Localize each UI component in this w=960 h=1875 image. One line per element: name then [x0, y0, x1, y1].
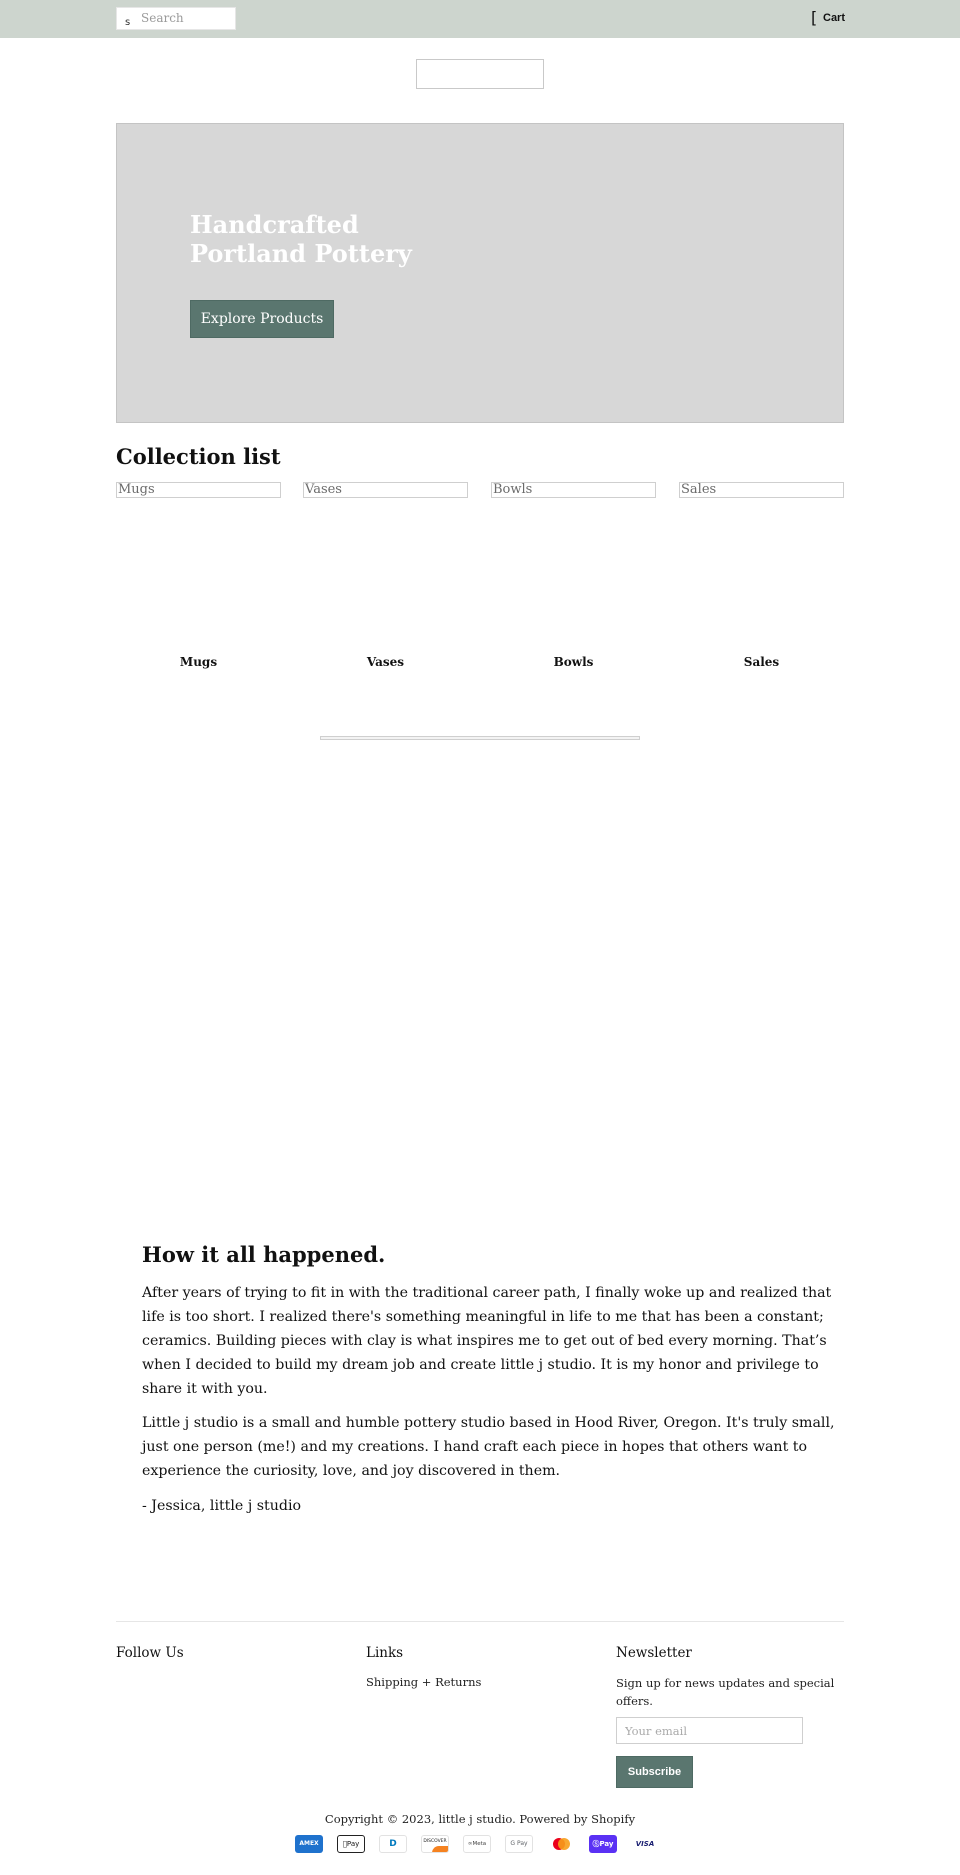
visa-icon: VISA — [631, 1835, 659, 1853]
search-placeholder[interactable]: Search — [141, 11, 184, 25]
collection-link-mugs[interactable]: Mugs — [179, 655, 218, 669]
footer-divider — [116, 1621, 844, 1622]
newsletter-email-field[interactable] — [616, 1717, 803, 1744]
follow-us-heading: Follow Us — [116, 1645, 184, 1661]
explore-products-button[interactable]: Explore Products — [190, 300, 334, 338]
about-heading: How it all happened. — [142, 1242, 386, 1267]
amex-icon: AMEX — [295, 1835, 323, 1853]
collection-link-bowls[interactable]: Bowls — [553, 655, 594, 669]
collection-link-vases[interactable]: Vases — [366, 655, 405, 669]
cart-icon[interactable]: [ — [811, 8, 818, 27]
cart-link[interactable]: Cart — [823, 12, 846, 24]
collection-image-sales[interactable]: Sales — [679, 482, 844, 498]
search-icon[interactable]: s — [125, 17, 131, 28]
diners-club-icon: D — [379, 1835, 407, 1853]
mastercard-icon — [547, 1835, 575, 1853]
newsletter-heading: Newsletter — [616, 1645, 692, 1661]
collection-image-mugs[interactable]: Mugs — [116, 482, 281, 498]
hero-title-line-1: Handcrafted — [190, 210, 359, 239]
hero-banner — [116, 123, 844, 423]
about-paragraph-1: After years of trying to fit in with the traditional career path, I finally woke up and realized that life is too short. I realized there's something meaningful in life to me that has been a constant; ceramics. Building pieces with clay is what inspires me to get out of bed every morning. That’s when I decided to build my dream job and create little j studio. It is my honor and privilege to share it with you. — [142, 1285, 832, 1397]
discover-swoosh — [432, 1846, 449, 1853]
collection-image-vases[interactable]: Vases — [303, 482, 468, 498]
top-bar — [0, 0, 960, 38]
subscribe-button[interactable]: Subscribe — [616, 1756, 693, 1788]
apple-pay-icon: Pay — [337, 1835, 365, 1853]
meta-pay-icon: ∞Meta — [463, 1835, 491, 1853]
collection-link-sales[interactable]: Sales — [743, 655, 780, 669]
discover-label: DISCOVER — [423, 1839, 447, 1844]
search-input[interactable] — [116, 7, 236, 30]
discover-icon — [421, 1835, 449, 1853]
store-logo[interactable] — [416, 59, 544, 89]
newsletter-description: Sign up for news updates and special offers. — [616, 1676, 835, 1708]
collection-image-bowls[interactable]: Bowls — [491, 482, 656, 498]
about-paragraph-2: Little j studio is a small and humble pottery studio based in Hood River, Oregon. It's truly small, just one person (me!) and my creations. I hand craft each piece in hopes that others want to experience the curiosity, love, and joy discovered in them. — [142, 1415, 835, 1479]
hero-title — [190, 210, 520, 268]
google-pay-icon: G Pay — [505, 1835, 533, 1853]
shipping-returns-link[interactable]: Shipping + Returns — [366, 1675, 482, 1689]
copyright-text: Copyright © 2023, little j studio. Powered by Shopify — [324, 1812, 636, 1826]
mastercard-circle-orange — [558, 1838, 570, 1850]
image-placeholder-bar — [320, 736, 640, 740]
links-heading: Links — [366, 1645, 404, 1661]
shop-pay-icon: ⓈPay — [589, 1835, 617, 1853]
about-signature: - Jessica, little j studio — [142, 1498, 302, 1514]
hero-title-line-2: Portland Pottery — [190, 239, 412, 268]
collection-list-title: Collection list — [116, 444, 281, 469]
